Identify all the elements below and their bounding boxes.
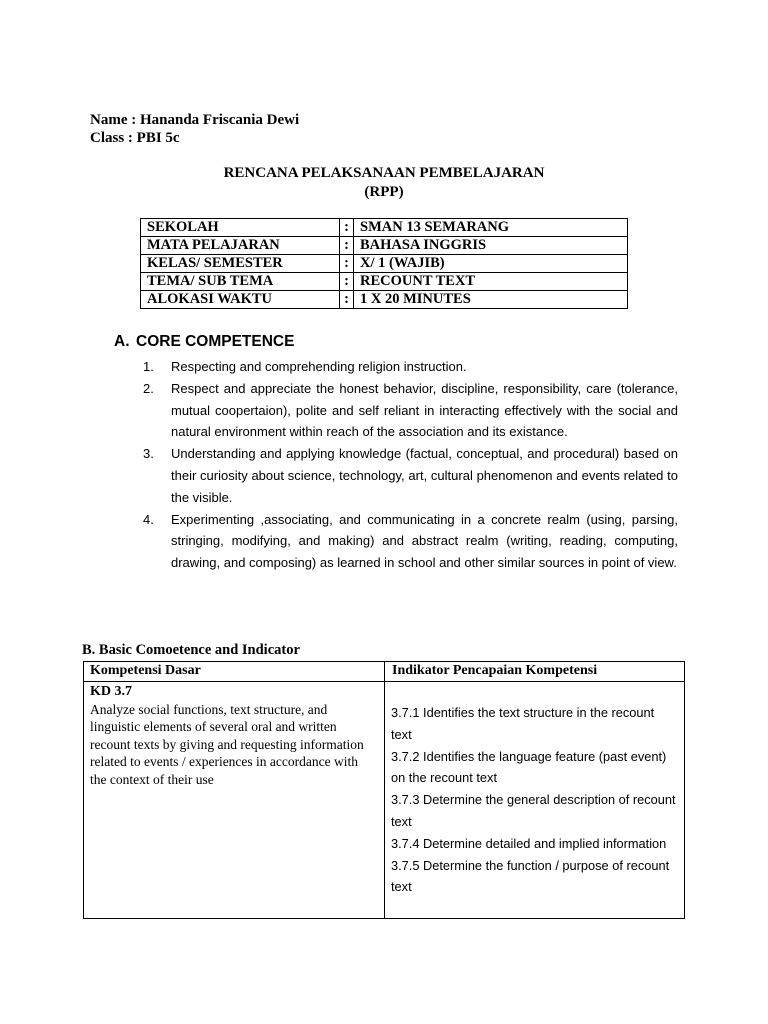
section-a-marker: A. xyxy=(114,333,130,350)
info-value: SMAN 13 SEMARANG xyxy=(354,219,628,237)
info-row xyxy=(141,219,628,237)
list-item-text: Respecting and comprehending religion instruction. xyxy=(171,359,467,374)
indicator-item: 3.7.5 Determine the function / purpose of recount text xyxy=(391,857,670,895)
list-item-number: 2. xyxy=(143,380,154,396)
list-item-text: Understanding and applying knowledge (factual, conceptual, and procedural) based on their curiosity about science, technology, art, cultural phenomenon and events related to the visible. xyxy=(171,446,678,505)
column-divider xyxy=(384,662,385,918)
kd-code: KD 3.7 xyxy=(90,684,132,699)
list-item-text: Respect and appreciate the honest behavior, discipline, responsibility, care (tolerance, mutual coopertaion), polite and self reliant in interacting effectively with the social and natural environment within reach of the association and its existance. xyxy=(171,380,678,440)
indicator-item: 3.7.4 Determine detailed and implied information xyxy=(391,835,667,851)
info-row xyxy=(141,291,628,309)
info-label: SEKOLAH xyxy=(141,219,340,237)
student-name: Name : Hananda Friscania Dewi xyxy=(90,112,300,128)
section-b-heading: B. Basic Comoetence and Indicator xyxy=(82,642,300,658)
competence-table xyxy=(83,661,685,919)
list-item-number: 1. xyxy=(143,359,154,374)
indicator-item: 3.7.2 Identifies the language feature (past event) on the recount text xyxy=(391,748,667,786)
info-label: KELAS/ SEMESTER xyxy=(141,255,340,273)
list-item-text: Experimenting ,associating, and communicating in a concrete realm (using, parsing, stringing, modifying, and making) and abstract realm (writing, reading, computing, drawing, and composing) as learned in school and other similar sources in point of view. xyxy=(171,511,678,571)
info-separator: : xyxy=(340,237,354,255)
info-label: TEMA/ SUB TEMA xyxy=(141,273,340,291)
info-value: 1 X 20 MINUTES xyxy=(354,291,628,309)
info-row xyxy=(141,237,628,255)
section-a-heading xyxy=(114,333,294,351)
student-class: Class : PBI 5c xyxy=(90,130,180,146)
indicator-cell xyxy=(391,702,676,898)
column-header-indikator: Indikator Pencapaian Kompetensi xyxy=(392,663,598,678)
info-label: ALOKASI WAKTU xyxy=(141,291,340,309)
indicator-item: 3.7.1 Identifies the text structure in the recount text xyxy=(391,705,655,742)
header-divider xyxy=(84,681,684,682)
core-competence-list xyxy=(143,356,678,574)
indicator-item: 3.7.3 Determine the general description of recount text xyxy=(391,792,676,829)
info-separator: : xyxy=(340,255,354,273)
kd-description: Analyze social functions, text structure, and linguistic elements of several oral and written recount texts by giving and requesting information related to events / experiences in accordance with the context of their use xyxy=(90,701,364,787)
list-item xyxy=(143,509,678,574)
list-item xyxy=(143,378,678,443)
document-title: RENCANA PELAKSANAAN PEMBELAJARAN xyxy=(223,165,545,181)
list-item xyxy=(143,443,678,508)
info-label: MATA PELAJARAN xyxy=(141,237,340,255)
info-separator: : xyxy=(340,273,354,291)
column-header-kompetensi-dasar: Kompetensi Dasar xyxy=(90,663,201,678)
info-row xyxy=(141,273,628,291)
section-a-title: CORE COMPETENCE xyxy=(136,333,295,350)
info-value: BAHASA INGGRIS xyxy=(354,237,628,255)
list-item-number: 4. xyxy=(143,511,154,527)
info-table xyxy=(140,218,628,309)
student-identity xyxy=(90,111,299,147)
info-value: RECOUNT TEXT xyxy=(354,273,628,291)
info-value: X/ 1 (WAJIB) xyxy=(354,255,628,273)
info-separator: : xyxy=(340,219,354,237)
list-item xyxy=(143,356,678,378)
kd-cell xyxy=(90,683,370,788)
list-item-number: 3. xyxy=(143,446,154,462)
document-subtitle: (RPP) xyxy=(364,184,404,200)
info-separator: : xyxy=(340,291,354,309)
info-row xyxy=(141,255,628,273)
